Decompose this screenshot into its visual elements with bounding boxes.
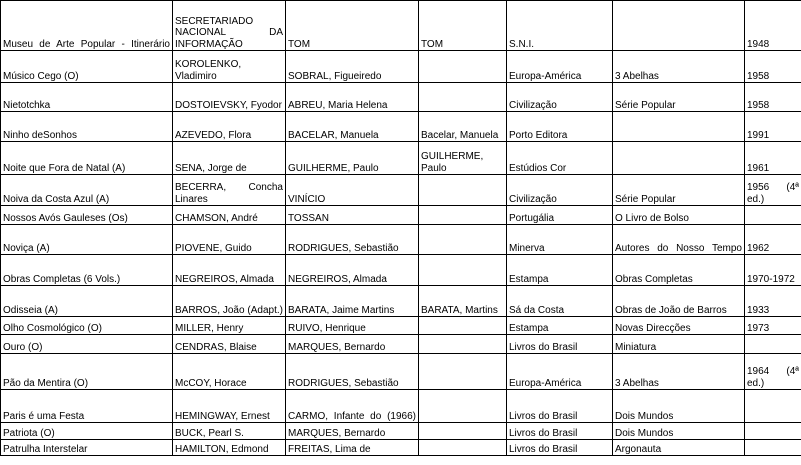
cell-cover: Bacelar, Manuela — [419, 112, 507, 142]
cell-publisher: Estúdios Cor — [507, 142, 613, 175]
cell-author: BECERRA, Concha Linares — [173, 175, 286, 206]
cell-cover: BARATA, Martins — [419, 286, 507, 317]
table-row — [1, 1, 801, 51]
cell-illustrator: CARMO, Infante do (1966) — [286, 390, 419, 423]
cell-collection: Autores do Nosso Tempo — [613, 225, 745, 255]
cell-publisher: Minerva — [507, 225, 613, 255]
table-row — [1, 225, 801, 255]
table-row — [1, 354, 801, 390]
table-row — [1, 206, 801, 225]
cell-year — [745, 335, 801, 354]
cell-year: 1948 — [745, 1, 801, 51]
table-row — [1, 255, 801, 286]
cell-title: Noiva da Costa Azul (A) — [1, 175, 173, 206]
cell-author: BARROS, João (Adapt.) — [173, 286, 286, 317]
cell-collection: Novas Direcções — [613, 317, 745, 335]
table-row — [1, 142, 801, 175]
cell-title: Museu de Arte Popular - Itinerário — [1, 1, 173, 51]
cell-collection: Dois Mundos — [613, 423, 745, 440]
cell-year: 1991 — [745, 112, 801, 142]
cell-publisher: Livros do Brasil — [507, 440, 613, 456]
cell-title: Paris é uma Festa — [1, 390, 173, 423]
cell-collection — [613, 1, 745, 51]
cell-illustrator: GUILHERME, Paulo — [286, 142, 419, 175]
cell-publisher: Civilização — [507, 175, 613, 206]
cell-year: 1964 (4ª ed.) — [745, 354, 801, 390]
table-row — [1, 51, 801, 83]
catalog-body — [1, 1, 801, 456]
cell-collection — [613, 112, 745, 142]
cell-illustrator: FREITAS, Lima de — [286, 440, 419, 456]
cell-collection: 3 Abelhas — [613, 51, 745, 83]
cell-title: Patrulha Interstelar — [1, 440, 173, 456]
cell-publisher: Livros do Brasil — [507, 423, 613, 440]
cell-year: 1958 — [745, 51, 801, 83]
table-row — [1, 423, 801, 440]
cell-cover — [419, 317, 507, 335]
cell-title: Noite que Fora de Natal (A) — [1, 142, 173, 175]
cell-illustrator: MARQUES, Bernardo — [286, 335, 419, 354]
cell-illustrator: ABREU, Maria Helena — [286, 83, 419, 112]
cell-publisher: Sá da Costa — [507, 286, 613, 317]
cell-publisher: Estampa — [507, 317, 613, 335]
cell-illustrator: SOBRAL, Figueiredo — [286, 51, 419, 83]
cell-cover — [419, 255, 507, 286]
cell-author: HAMILTON, Edmond — [173, 440, 286, 456]
cell-author: CENDRAS, Blaise — [173, 335, 286, 354]
cell-publisher: Estampa — [507, 255, 613, 286]
cell-cover — [419, 390, 507, 423]
cell-illustrator: MARQUES, Bernardo — [286, 423, 419, 440]
cell-cover: GUILHERME, Paulo — [419, 142, 507, 175]
cell-collection: Série Popular — [613, 175, 745, 206]
cell-cover — [419, 335, 507, 354]
cell-collection — [613, 142, 745, 175]
cell-publisher: Europa-América — [507, 354, 613, 390]
cell-illustrator: BARATA, Jaime Martins — [286, 286, 419, 317]
cell-author: CHAMSON, André — [173, 206, 286, 225]
cell-collection: O Livro de Bolso — [613, 206, 745, 225]
cell-author: AZEVEDO, Flora — [173, 112, 286, 142]
cell-title: Patriota (O) — [1, 423, 173, 440]
cell-publisher: Livros do Brasil — [507, 335, 613, 354]
cell-cover — [419, 175, 507, 206]
cell-title: Pão da Mentira (O) — [1, 354, 173, 390]
cell-title: Ouro (O) — [1, 335, 173, 354]
cell-cover — [419, 83, 507, 112]
cell-year: 1956 (4ª ed.) — [745, 175, 801, 206]
table-row — [1, 175, 801, 206]
cell-title: Obras Completas (6 Vols.) — [1, 255, 173, 286]
cell-collection: Obras de João de Barros — [613, 286, 745, 317]
cell-author: PIOVENE, Guido — [173, 225, 286, 255]
cell-publisher: Portugália — [507, 206, 613, 225]
cell-illustrator: NEGREIROS, Almada — [286, 255, 419, 286]
table-row — [1, 390, 801, 423]
cell-illustrator: RODRIGUES, Sebastião — [286, 225, 419, 255]
cell-title: Olho Cosmológico (O) — [1, 317, 173, 335]
cell-illustrator: BACELAR, Manuela — [286, 112, 419, 142]
cell-collection: Série Popular — [613, 83, 745, 112]
table-row — [1, 83, 801, 112]
cell-year — [745, 423, 801, 440]
cell-cover: TOM — [419, 1, 507, 51]
cell-collection: Miniatura — [613, 335, 745, 354]
cell-author: SECRETARIADO NACIONAL DA INFORMAÇÃO — [173, 1, 286, 51]
cell-year: 1933 — [745, 286, 801, 317]
cell-year — [745, 440, 801, 456]
cell-year — [745, 390, 801, 423]
cell-publisher: Europa-América — [507, 51, 613, 83]
cell-author: MILLER, Henry — [173, 317, 286, 335]
cell-cover — [419, 225, 507, 255]
table-row — [1, 335, 801, 354]
table-row — [1, 440, 801, 456]
cell-collection: 3 Abelhas — [613, 354, 745, 390]
cell-author: NEGREIROS, Almada — [173, 255, 286, 286]
cell-publisher: Livros do Brasil — [507, 390, 613, 423]
cell-cover — [419, 423, 507, 440]
table-row — [1, 112, 801, 142]
cell-cover — [419, 440, 507, 456]
table-row — [1, 317, 801, 335]
cell-title: Ninho deSonhos — [1, 112, 173, 142]
cell-illustrator: TOSSAN — [286, 206, 419, 225]
cell-year: 1961 — [745, 142, 801, 175]
cell-year: 1973 — [745, 317, 801, 335]
table-row — [1, 286, 801, 317]
cell-title: Músico Cego (O) — [1, 51, 173, 83]
cell-illustrator: VINÍCIO — [286, 175, 419, 206]
cell-author: SENA, Jorge de — [173, 142, 286, 175]
cell-collection: Dois Mundos — [613, 390, 745, 423]
cell-illustrator: RODRIGUES, Sebastião — [286, 354, 419, 390]
cell-year: 1970-1972 — [745, 255, 801, 286]
cell-author: DOSTOIEVSKY, Fyodor — [173, 83, 286, 112]
cell-author: McCOY, Horace — [173, 354, 286, 390]
cell-illustrator: TOM — [286, 1, 419, 51]
cell-cover — [419, 206, 507, 225]
cell-author: BUCK, Pearl S. — [173, 423, 286, 440]
cell-year: 1958 — [745, 83, 801, 112]
cell-collection: Obras Completas — [613, 255, 745, 286]
cell-illustrator: RUIVO, Henrique — [286, 317, 419, 335]
cell-collection: Argonauta — [613, 440, 745, 456]
cell-publisher: S.N.I. — [507, 1, 613, 51]
cell-author: KOROLENKO, Vladimiro — [173, 51, 286, 83]
cell-cover — [419, 51, 507, 83]
cell-title: Nietotchka — [1, 83, 173, 112]
cell-year — [745, 206, 801, 225]
cell-publisher: Civilização — [507, 83, 613, 112]
cell-title: Odisseia (A) — [1, 286, 173, 317]
cell-cover — [419, 354, 507, 390]
cell-title: Noviça (A) — [1, 225, 173, 255]
cell-publisher: Porto Editora — [507, 112, 613, 142]
cell-author: HEMINGWAY, Ernest — [173, 390, 286, 423]
cell-year: 1962 — [745, 225, 801, 255]
cell-title: Nossos Avós Gauleses (Os) — [1, 206, 173, 225]
